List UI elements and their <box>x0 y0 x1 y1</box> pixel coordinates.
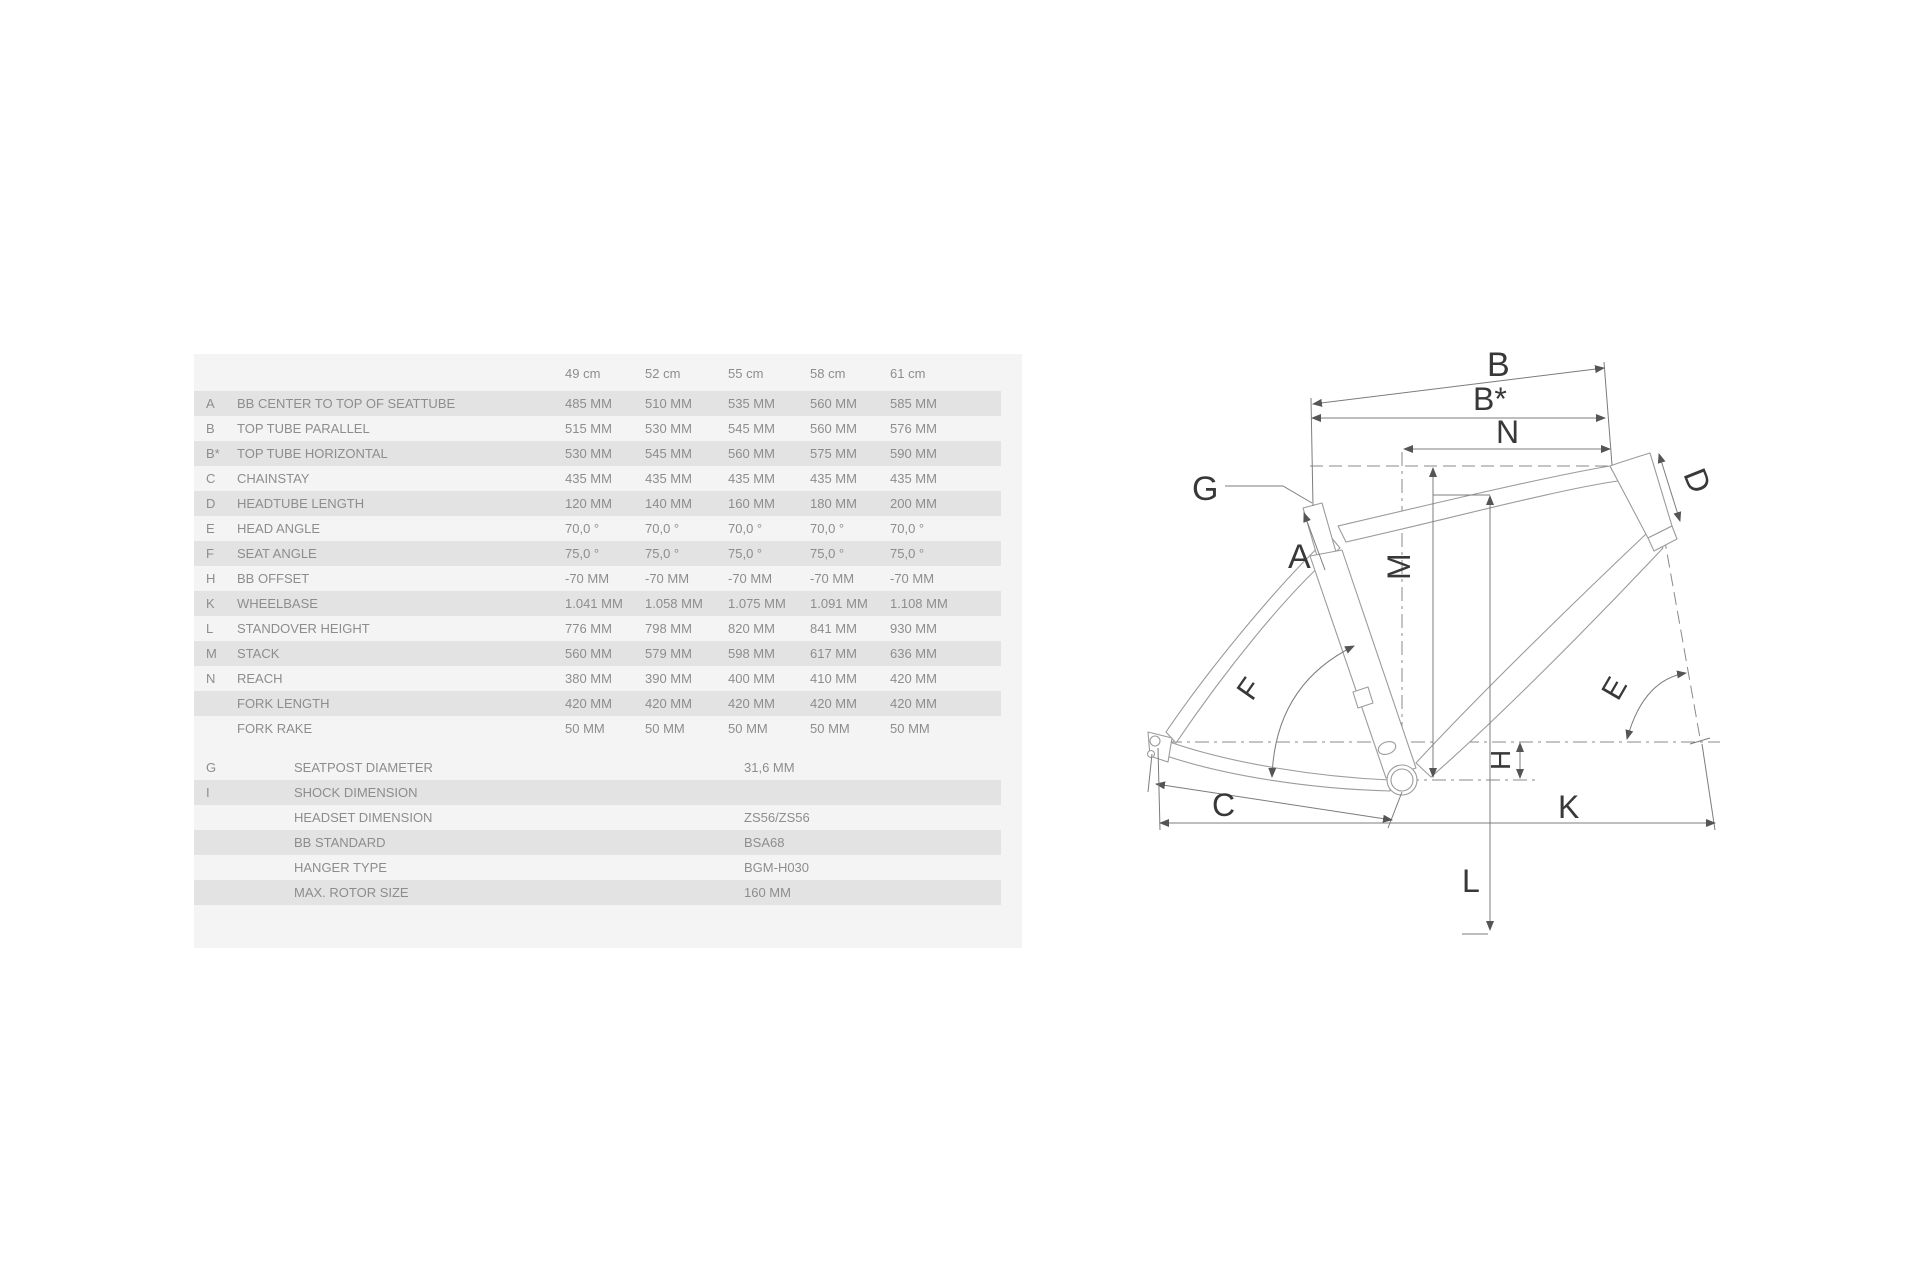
cell-value: 400 MM <box>728 671 775 686</box>
cell-value: 75,0 ° <box>890 546 925 561</box>
cell-value: 1.058 MM <box>645 596 703 611</box>
size-header: 49 cm <box>565 366 601 381</box>
table-row <box>194 491 1001 516</box>
cell-value: 435 MM <box>810 471 857 486</box>
cell-value: 576 MM <box>890 421 937 436</box>
dim-label-g: G <box>1192 470 1219 508</box>
row-letter: L <box>206 621 214 636</box>
cell-value: 75,0 ° <box>565 546 600 561</box>
cell-value: 636 MM <box>890 646 937 661</box>
cell-value: 70,0 ° <box>810 521 845 536</box>
cell-value: 798 MM <box>645 621 692 636</box>
cell-value: 420 MM <box>645 696 692 711</box>
dim-c-ext-left <box>1148 754 1152 792</box>
row-label: HEAD ANGLE <box>237 521 321 536</box>
cell-value: 200 MM <box>890 496 937 511</box>
dim-b-ext-left <box>1311 398 1313 506</box>
cell-value: 75,0 ° <box>810 546 845 561</box>
dim-label-f: F <box>1230 672 1269 707</box>
dim-label-b-star: B* <box>1473 381 1507 417</box>
dim-k-ext-right <box>1702 744 1715 830</box>
row-letter: F <box>206 546 214 561</box>
spec-row <box>194 780 1001 805</box>
cell-value: 530 MM <box>565 446 612 461</box>
cell-value: 515 MM <box>565 421 612 436</box>
cell-value: 560 MM <box>810 421 857 436</box>
row-letter: A <box>206 396 215 411</box>
table-row <box>194 641 1001 666</box>
size-header: 52 cm <box>645 366 681 381</box>
table-row <box>194 391 1001 416</box>
size-header-row <box>194 354 1022 391</box>
bottom-bracket-bore <box>1391 769 1413 791</box>
table-row <box>194 541 1001 566</box>
cell-value: 50 MM <box>810 721 850 736</box>
cell-value: 560 MM <box>728 446 775 461</box>
cell-value: 435 MM <box>645 471 692 486</box>
dim-label-n: N <box>1496 414 1520 450</box>
cell-value: 70,0 ° <box>565 521 600 536</box>
row-letter: G <box>206 760 217 775</box>
row-label: HEADTUBE LENGTH <box>237 496 365 511</box>
dim-label-d: D <box>1676 463 1719 499</box>
cell-value: 390 MM <box>645 671 692 686</box>
row-label: BB OFFSET <box>237 571 310 586</box>
row-label: SHOCK DIMENSION <box>294 785 418 800</box>
spec-row <box>194 805 1001 830</box>
cell-value: 75,0 ° <box>728 546 763 561</box>
row-letter: H <box>206 571 216 586</box>
cell-value: 50 MM <box>890 721 930 736</box>
cell-value: 420 MM <box>890 696 937 711</box>
dim-label-b: B <box>1487 346 1510 384</box>
cell-value: 1.091 MM <box>810 596 868 611</box>
cell-value: 930 MM <box>890 621 937 636</box>
cell-value: 420 MM <box>810 696 857 711</box>
cell-value: 776 MM <box>565 621 612 636</box>
fork-axis-foot-tick <box>1690 738 1710 744</box>
cell-value: 410 MM <box>810 671 857 686</box>
dim-b-ext-right <box>1604 362 1612 465</box>
cell-value: 435 MM <box>890 471 937 486</box>
table-row <box>194 416 1001 441</box>
row-label: HEADSET DIMENSION <box>294 810 433 825</box>
row-letter: C <box>206 471 216 486</box>
cell-value: 510 MM <box>645 396 692 411</box>
geometry-panel <box>194 354 1022 948</box>
table-row <box>194 666 1001 691</box>
cell-value: 420 MM <box>565 696 612 711</box>
cell-value: 585 MM <box>890 396 937 411</box>
cell-value: 545 MM <box>728 421 775 436</box>
dim-label-h: H <box>1485 749 1516 770</box>
dim-label-m: M <box>1381 553 1417 580</box>
dim-b-line <box>1313 368 1604 404</box>
row-letter: E <box>206 521 215 536</box>
size-header: 55 cm <box>728 366 764 381</box>
down-tube <box>1416 534 1663 777</box>
row-letter: I <box>206 785 210 800</box>
row-label: STACK <box>237 646 280 661</box>
table-row <box>194 716 1001 741</box>
cell-value: 50 MM <box>645 721 685 736</box>
spec-row <box>194 855 1001 880</box>
cell-value: 180 MM <box>810 496 857 511</box>
cell-value: 50 MM <box>565 721 605 736</box>
dim-label-k: K <box>1558 789 1580 825</box>
row-label: FORK RAKE <box>237 721 313 736</box>
seat-angle-arc <box>1272 646 1354 777</box>
table-row <box>194 516 1001 541</box>
size-header: 61 cm <box>890 366 926 381</box>
table-row <box>194 616 1001 641</box>
dim-label-l: L <box>1462 863 1480 899</box>
row-label: FORK LENGTH <box>237 696 330 711</box>
cell-value: 617 MM <box>810 646 857 661</box>
seat-tube <box>1310 550 1416 778</box>
cell-value: 579 MM <box>645 646 692 661</box>
cell-value: 560 MM <box>810 396 857 411</box>
spec-value: BGM-H030 <box>744 860 810 875</box>
row-label: BB STANDARD <box>294 835 386 850</box>
dim-label-e: E <box>1595 671 1635 706</box>
cell-value: 75,0 ° <box>645 546 680 561</box>
cell-value: 1.041 MM <box>565 596 623 611</box>
cell-value: 160 MM <box>728 496 775 511</box>
row-letter: M <box>206 646 217 661</box>
cell-value: 535 MM <box>728 396 775 411</box>
spec-row <box>194 880 1001 905</box>
derailleur-hanger-hole <box>1148 751 1155 758</box>
cell-value: -70 MM <box>890 571 935 586</box>
dim-label-c: C <box>1212 787 1236 823</box>
row-letter: B* <box>206 446 220 461</box>
cell-value: 560 MM <box>565 646 612 661</box>
table-row <box>194 691 1001 716</box>
cell-value: 420 MM <box>890 671 937 686</box>
row-label: TOP TUBE PARALLEL <box>237 421 370 436</box>
row-letter: D <box>206 496 216 511</box>
row-letter: K <box>206 596 215 611</box>
table-row <box>194 441 1001 466</box>
frame-geometry-diagram <box>1140 340 1840 980</box>
row-label: WHEELBASE <box>237 596 318 611</box>
row-label: TOP TUBE HORIZONTAL <box>237 446 388 461</box>
spec-value: BSA68 <box>744 835 785 850</box>
fork-axis-line <box>1664 536 1700 738</box>
table-row <box>194 591 1001 616</box>
top-tube <box>1338 466 1618 542</box>
row-label: BB CENTER TO TOP OF SEATTUBE <box>237 396 456 411</box>
dim-k-ext-left <box>1158 748 1160 830</box>
table-row <box>194 566 1001 591</box>
cell-value: 1.108 MM <box>890 596 948 611</box>
head-angle-arc <box>1627 673 1686 739</box>
size-header: 58 cm <box>810 366 846 381</box>
bike-frame-drawing <box>1140 340 1840 980</box>
row-label: SEATPOST DIAMETER <box>294 760 433 775</box>
cell-value: 120 MM <box>565 496 612 511</box>
row-letter: N <box>206 671 216 686</box>
dim-g-pointer <box>1225 486 1312 503</box>
cell-value: 420 MM <box>728 696 775 711</box>
chainstay-tube <box>1158 740 1390 791</box>
row-label: REACH <box>237 671 283 686</box>
cell-value: 380 MM <box>565 671 612 686</box>
cell-value: 530 MM <box>645 421 692 436</box>
dim-label-a: A <box>1288 538 1311 576</box>
cell-value: 70,0 ° <box>728 521 763 536</box>
row-label: HANGER TYPE <box>294 860 387 875</box>
cell-value: 545 MM <box>645 446 692 461</box>
cell-value: -70 MM <box>728 571 773 586</box>
row-letter: B <box>206 421 215 436</box>
table-row <box>194 466 1001 491</box>
row-label: STANDOVER HEIGHT <box>237 621 370 636</box>
spec-row <box>194 755 1001 780</box>
cell-value: -70 MM <box>565 571 610 586</box>
cell-value: 485 MM <box>565 396 612 411</box>
cell-value: 820 MM <box>728 621 775 636</box>
cell-value: 598 MM <box>728 646 775 661</box>
table-gap <box>194 741 1022 755</box>
spec-row <box>194 830 1001 855</box>
cell-value: 70,0 ° <box>890 521 925 536</box>
cell-value: -70 MM <box>645 571 690 586</box>
cell-value: 435 MM <box>728 471 775 486</box>
row-label: SEAT ANGLE <box>237 546 317 561</box>
spec-value: 160 MM <box>744 885 791 900</box>
cell-value: 841 MM <box>810 621 857 636</box>
dropout-axle-hole <box>1150 736 1160 746</box>
cell-value: 1.075 MM <box>728 596 786 611</box>
row-label: MAX. ROTOR SIZE <box>294 885 409 900</box>
cell-value: 575 MM <box>810 446 857 461</box>
cell-value: 70,0 ° <box>645 521 680 536</box>
cell-value: 140 MM <box>645 496 692 511</box>
cell-value: 590 MM <box>890 446 937 461</box>
cell-value: 435 MM <box>565 471 612 486</box>
cell-value: 50 MM <box>728 721 768 736</box>
cell-value: -70 MM <box>810 571 855 586</box>
row-label: CHAINSTAY <box>237 471 310 486</box>
spec-value: ZS56/ZS56 <box>744 810 810 825</box>
spec-value: 31,6 MM <box>744 760 795 775</box>
